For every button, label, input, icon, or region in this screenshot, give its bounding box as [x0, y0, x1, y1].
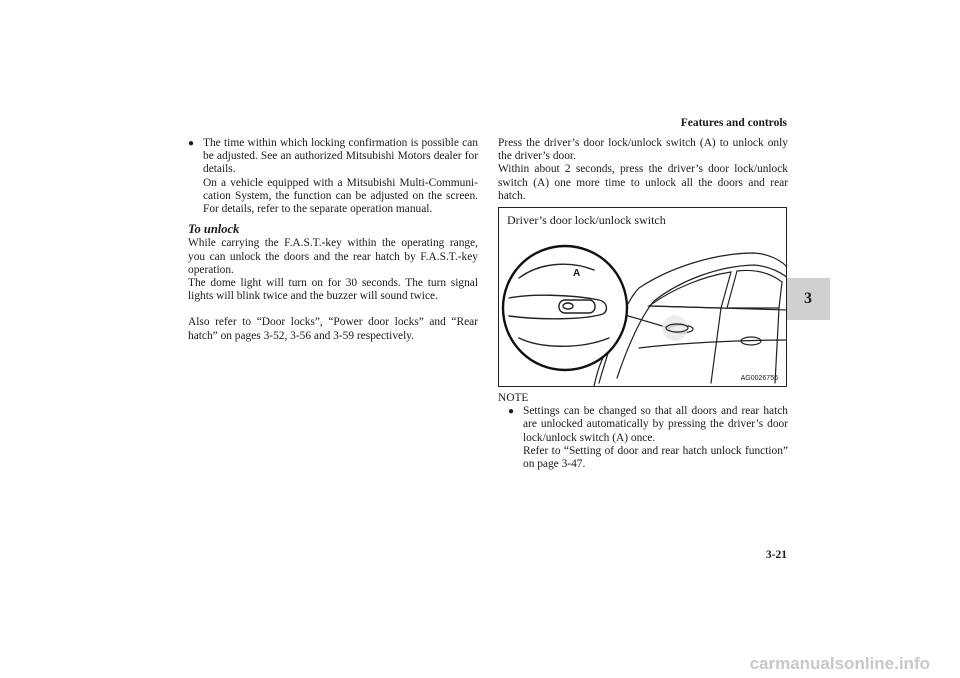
image-code: AG0026756 [740, 375, 778, 382]
callout-label: A [573, 268, 581, 279]
page-header: Features and controls [680, 117, 787, 129]
section-title: To unlock [188, 222, 240, 237]
bullet-icon: ● [188, 138, 195, 149]
bullet-paragraph: On a vehicle equipped with a Mitsubishi Multi-Communi-cation System, the function can be adjusted on the screen. For details, refer to the separate operation manual. [203, 176, 478, 216]
bullet-paragraph: The time within which locking confirmation is possible can be adjusted. See an authorized Mitsubishi Motors dealer for details. [203, 137, 478, 176]
door-switch-figure [498, 207, 787, 387]
paragraph: Within about 2 seconds, press the driver’s door lock/unlock switch (A) one more time to unlock all the doors and rear hatch. [498, 163, 788, 202]
note-label: NOTE [498, 392, 529, 404]
paragraph: While carrying the F.A.S.T.-key within the operating range, you can unlock the doors and the rear hatch by F.A.S.T.-key operation. [188, 237, 478, 276]
note-section [498, 392, 788, 471]
bullet-item [188, 137, 478, 216]
paragraph: Also refer to “Door locks”, “Power door locks” and “Rear hatch” on pages 3-52, 3-56 and 3-59 respectively. [188, 316, 478, 342]
figure-caption: Driver’s door lock/unlock switch [507, 213, 666, 227]
page-number: 3-21 [765, 549, 787, 561]
left-column [188, 137, 478, 343]
note-paragraph: Refer to “Setting of door and rear hatch unlock function” on page 3-47. [523, 444, 788, 471]
footer-watermark: carmanualsonline.info [749, 654, 930, 673]
car-door-illustration [499, 208, 787, 387]
right-column-intro [498, 137, 788, 203]
chapter-tab: 3 [786, 278, 830, 320]
note-paragraph: Settings can be changed so that all doors and rear hatch are unlocked automatically by pressing the driver’s door lock/unlock switch (A) once. [523, 405, 788, 444]
paragraph: The dome light will turn on for 30 seconds. The turn signal lights will blink twice and the buzzer will sound twice. [188, 277, 478, 303]
paragraph: Press the driver’s door lock/unlock switch (A) to unlock only the driver’s door. [498, 137, 788, 163]
note-item [498, 405, 788, 471]
bullet-icon: ● [508, 406, 515, 418]
